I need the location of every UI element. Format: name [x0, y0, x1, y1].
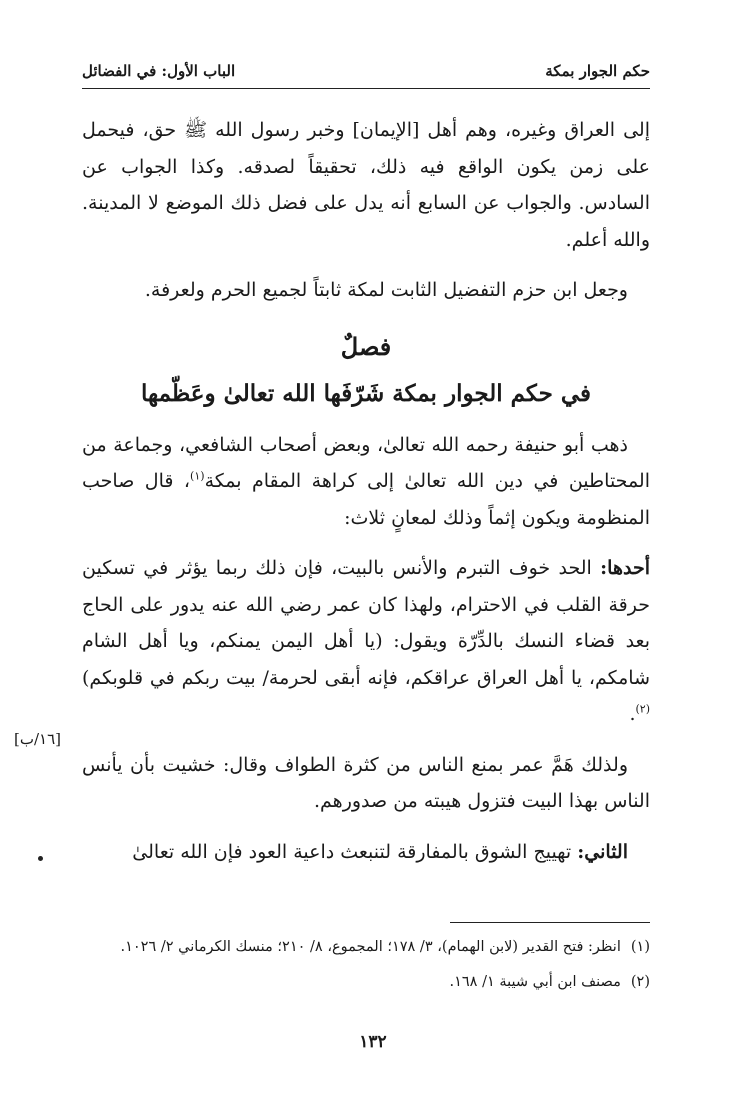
footnote-1-text: انظر: فتح القدير (لابن الهمام)، ٣/ ١٧٨؛ المجموع، ٨/ ٢١٠؛ منسك الكرماني ٢/ ١٠٢٦. — [120, 939, 621, 955]
footnote-ref-1[interactable]: (١) — [190, 469, 205, 483]
section-title: فصلٌ — [340, 331, 392, 361]
header-rule — [82, 88, 650, 89]
footnote-1 — [82, 934, 650, 961]
paragraph-3 — [82, 427, 650, 537]
footnote-1-number: (١) — [630, 939, 650, 955]
paragraph-1: إلى العراق وغيره، وهم أهل [الإيمان] وخبر رسول الله ﷺ حق، فيحمل على زمن يكون الواقع فيه ذلك، تحقيقاً لصدقه. وكذا الجواب عن السادس. والجواب عن السابع أنه يدل على فضل ذلك الموضع لا المدينة. والله أعلم. — [82, 119, 650, 251]
paragraph-2: وجعل ابن حزم التفضيل الثابت لمكة ثابتاً لجميع الحرم ولعرفة. — [144, 279, 628, 301]
paragraph-4-lead: أحدها: — [600, 557, 650, 579]
footnote-2-number: (٢) — [630, 974, 650, 990]
running-header — [82, 56, 650, 86]
footnotes — [82, 934, 650, 1004]
footnote-2-text: مصنف ابن أبي شيبة ١/ ١٦٨. — [449, 974, 621, 990]
paragraph-6-text: تهييج الشوق بالمفارقة لتنبعث داعية العود فإن الله تعالىٰ — [132, 840, 578, 863]
header-chapter-title: حكم الجوار بمكة — [545, 62, 650, 80]
footnote-ref-2[interactable]: (٢) — [635, 702, 650, 716]
page-number: ١٣٢ — [359, 1032, 387, 1052]
paragraph-4 — [82, 550, 650, 733]
footnote-rule — [450, 922, 650, 923]
margin-dot — [38, 856, 43, 861]
footnote-2 — [82, 969, 650, 996]
paragraph-5: ولذلك هَمَّ عمر بمنع الناس من كثرة الطواف وقال: خشيت بأن يأنس الناس بهذا البيت فتزول هيبته من صدورهم. — [82, 753, 650, 812]
paragraph-4-text: الحد خوف التبرم والأنس بالبيت، فإن ذلك ربما يؤثر في تسكين حرقة القلب في الاحترام، ولهذا كان عمر رضي الله عنه يدور على الحاج بعد قضاء النسك بالدِّرّة ويقول: (يا أهل اليمن يمنكم، ويا أهل الشام شامكم، يا أهل العراق عراقكم، فإنه أبقى لحرمة/ بيت ربكم في قلوبكم) — [82, 557, 650, 689]
section-subtitle: في حكم الجوار بمكة شَرّفَها الله تعالىٰ وعَظّمها — [141, 379, 591, 407]
header-section-title: الباب الأول: في الفضائل — [82, 62, 236, 80]
paragraph-4-end: . — [629, 703, 636, 725]
paragraph-6 — [82, 834, 650, 871]
paragraph-3-text-b: ، قال صاحب المنظومة ويكون إثماً وذلك لمعانٍ ثلاث: — [82, 470, 650, 529]
paragraph-3-text-a: ذهب أبو حنيفة رحمه الله تعالىٰ، وبعض أصحاب الشافعي، وجماعة من المحتاطين في دين الله تعالىٰ إلى كراهة المقام بمكة — [82, 433, 650, 492]
main-text — [82, 112, 650, 884]
paragraph-6-lead: الثاني: — [577, 840, 628, 863]
manuscript-folio-note: [١٦/ب] — [14, 730, 62, 748]
